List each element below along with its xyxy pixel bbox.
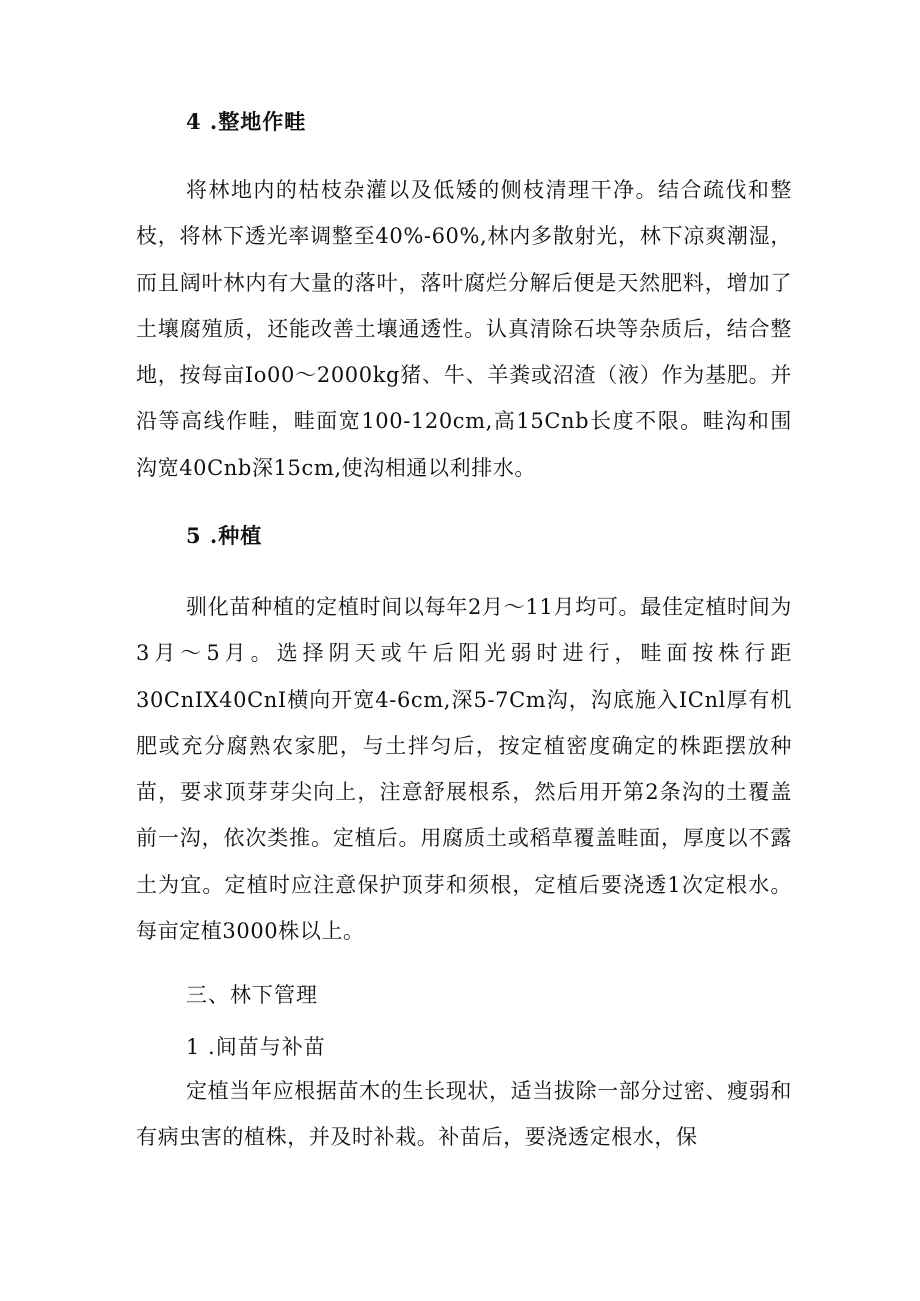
section-heading-4: 4 .整地作畦 [186,109,307,134]
section-paragraph-3-1: 定植当年应根据苗木的生长现状，适当拔除一部分过密、瘦弱和有病虫害的植株，并及时补栽。补苗后，要浇透定根水，保 [136,1079,792,1150]
chapter-heading-3: 三、林下管理 [186,983,318,1007]
section-paragraph-4: 将林地内的枯枝杂灌以及低矮的侧枝清理干净。结合疏伐和整枝，将林下透光率调整至40%-60%,林内多散射光，林下凉爽潮湿，而且阔叶林内有大量的落叶，落叶腐烂分解后便是天然肥料，增加了土壤腐殖质，还能改善土壤通透性。认真清除石块等杂质后，结合整地，按每亩Io00～2000kg猪、牛、羊粪或沼渣（液）作为基肥。并沿等高线作畦，畦面宽100-120cm,高15Cnb长度不限。畦沟和围沟宽40Cnb深15cm,使沟相通以利排水。 [136,178,792,480]
section-heading-3-1: 1 .间苗与补苗 [186,1035,326,1059]
section-paragraph-5: 驯化苗种植的定植时间以每年2月～11月均可。最佳定植时间为3月～5月。选择阴天或午后阳光弱时进行，畦面按株行距30CnIX40CnI横向开宽4-6cm,深5-7Cm沟，沟底施入ICnl厚有机肥或充分腐熟农家肥，与土拌匀后，按定植密度确定的株距摆放种苗，要求顶芽芽尖向上，注意舒展根系，然后用开第2条沟的土覆盖前一沟，依次类推。定植后。用腐质土或稻草覆盖畦面，厚度以不露土为宜。定植时应注意保护顶芽和须根，定植后要浇透1次定根水。每亩定植3000株以上。 [136,595,792,944]
section-heading-5: 5 .种植 [186,523,263,548]
